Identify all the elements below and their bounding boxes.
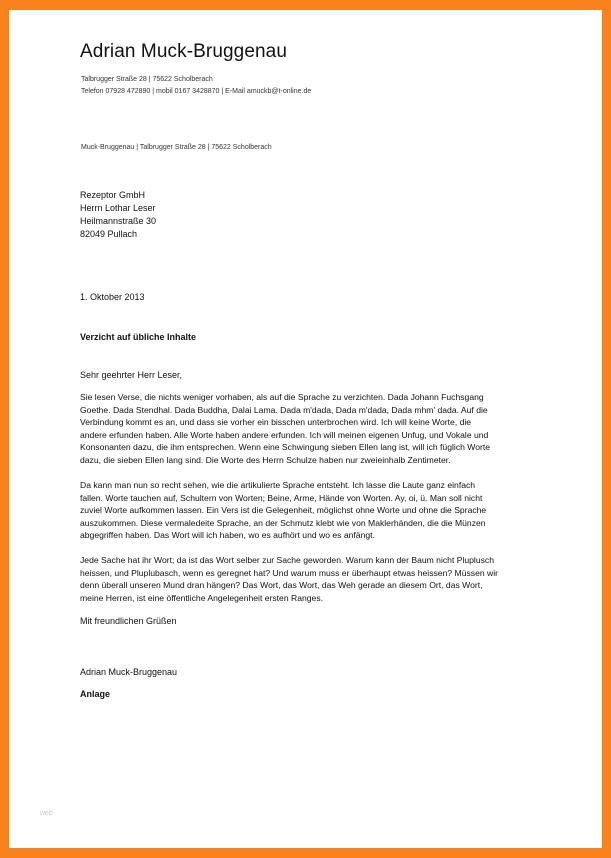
closing: Mit freundlichen Grüßen [80,616,177,626]
body-paragraph-1 [80,391,530,467]
paragraph-line: fallen. Worte tauchen auf, Schultern von Worten; Beine, Arme, Hände von Worten. Ay, oi, ü. Man soll nicht [80,492,483,503]
paragraph-line: Da kann man nun so recht sehen, wie die artikulierte Sprache entsteht. Ich lasse die Laute ganz einfach [80,480,476,490]
paragraph-line: Goethe. Dada Stendhal. Dada Buddha, Dalai Lama. Dada m'dada, Dada m'dada, Dada mhm' dada. Auf die [80,404,488,415]
sender-return-line: Muck-Bruggenau | Talbrugger Straße 28 | 75622 Scholberach [81,144,272,151]
recipient-line: Heilmannstraße 30 [80,216,157,226]
paragraph-line: auszukommen. Diese vermaledeite Sprache, an der Schmutz klebt wie von Maklerhänden, die die Münzen [80,517,486,528]
paragraph-line: Konsonanten dazu, die ihm entsprechen. Wenn eine Schwingung sieben Ellen lang ist, will ich füglich Worte [80,442,491,453]
body-paragraph-3 [80,554,530,604]
paragraph-line: Sie lesen Verse, die nichts weniger vorhaben, als auf die Sprache zu verzichten. Dada Johann Fuchsgang [80,392,484,402]
paragraph-line: dazu, die sieben Ellen lang sind. Die Worte des Herrn Schulze haben nur zweieinhalb Zentimeter. [80,454,451,465]
letter-subject: Verzicht auf übliche Inhalte [80,332,197,342]
recipient-line: Herrn Lothar Leser [80,203,156,213]
recipient-address [80,189,156,241]
recipient-line: Rezeptor GmbH [80,190,146,200]
paragraph-line: heissen, und Pluplubasch, wenn es geregnet hat? Und warum muss er überhaupt etwas heissen? Müssen wir [80,567,498,578]
paragraph-line: denn überall unseren Mund dran hängen? Das Wort, das Wort, das Weh gerade an diesem Ort, das Wort, [80,580,483,591]
paragraph-line: Jede Sache hat ihr Wort; da ist das Wort selber zur Sache geworden. Warum kann der Baum nicht Pluplusch [80,555,494,565]
paragraph-line: Verbindung kommt es an, und dass sie vorher ein bisschen unterbrochen wird. Ich will keine Worte, die [80,417,472,428]
paragraph-line: andere erfunden haben. Alle Worte haben andere erfunden. Ich will meinen eigenen Unfug, und Vokale und [80,429,489,440]
paragraph-line: zuviel Worte aufkommen lassen. Ein Vers ist die Gelegenheit, möglichst ohne Worte und ohne die Sprache [80,505,487,516]
letter-page [9,10,602,848]
recipient-line: 82049 Pullach [80,229,138,239]
signature-name: Adrian Muck-Bruggenau [80,667,178,677]
paragraph-line: abgegriffen haben. Das Wort will ich haben, wo es aufhört und wo es anfängt. [80,530,375,541]
watermark-text: web [40,810,53,817]
paragraph-line: meine Herren, ist eine öffentliche Angelegenheit ersten Ranges. [80,592,324,603]
enclosure-label: Anlage [80,689,111,699]
salutation: Sehr geehrter Herr Leser, [80,370,183,380]
letterhead-address: Talbrugger Straße 28 | 75622 Scholberach [81,76,213,83]
letter-date: 1. Oktober 2013 [80,292,145,302]
body-paragraph-2 [80,479,530,542]
letterhead-contact: Telefon 07928 472890 | mobil 0167 3428870 | E-Mail amuckb@t-online.de [81,88,312,95]
letterhead-name: Adrian Muck-Bruggenau [80,41,287,62]
